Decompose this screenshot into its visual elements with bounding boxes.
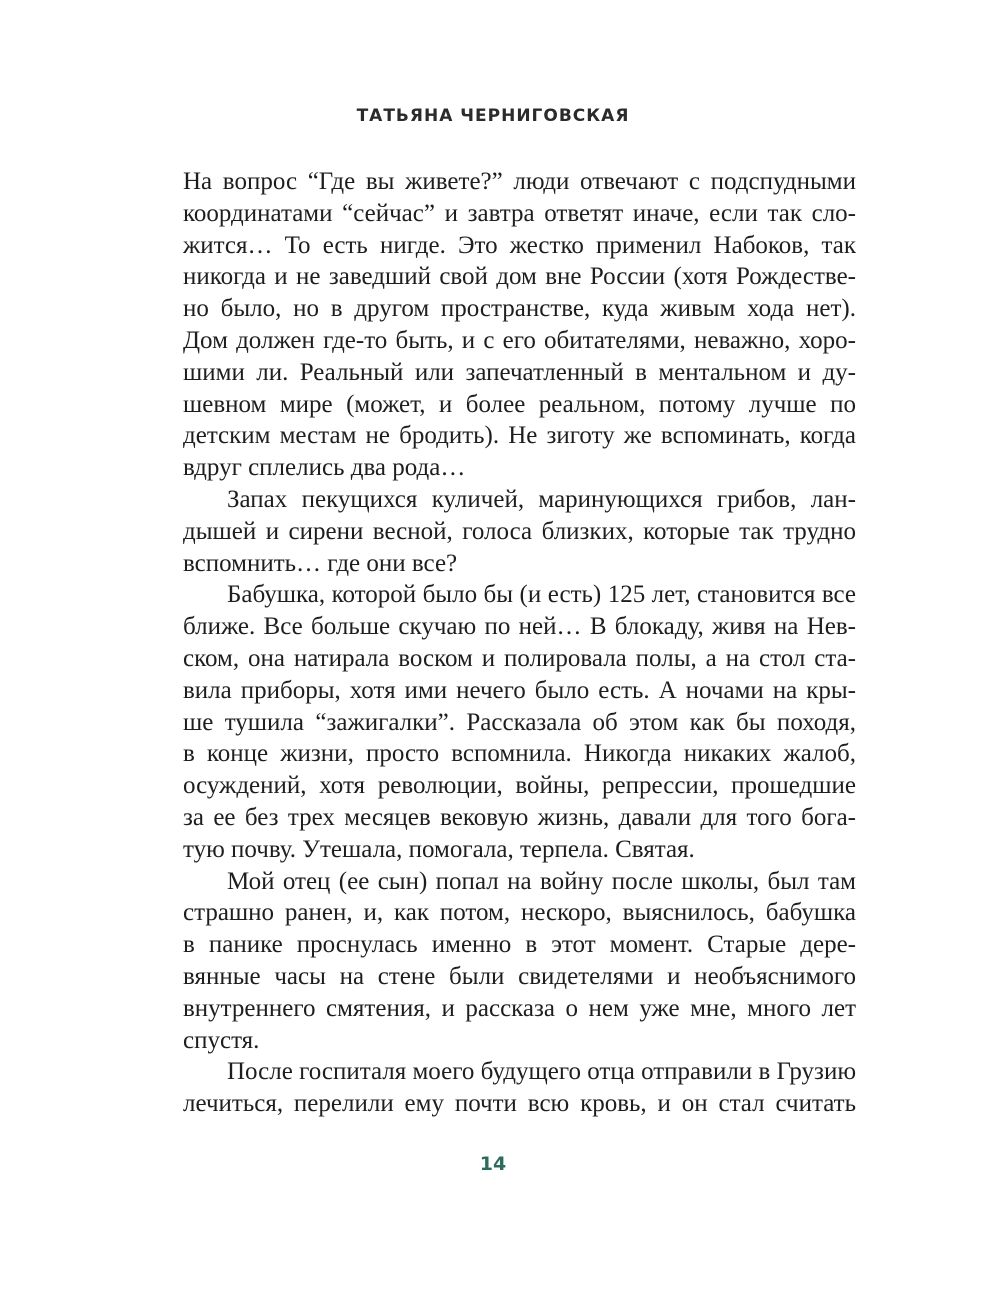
text-line: ближе. Все больше скучаю по ней… В блокаду, живя на Нев- (183, 613, 856, 641)
text-line: но было, но в другом пространстве, куда живым хода нет). (183, 295, 856, 323)
text-line: шими ли. Реальный или запечатленный в ментальном и ду- (183, 358, 856, 386)
text-line: дышей и сирени весной, голоса близких, которые так трудно (183, 517, 856, 545)
text-line: лечиться, перелили ему почти всю кровь, и он стал считать (183, 1090, 856, 1118)
body-text (183, 166, 856, 1120)
text-line: ском, она натирала воском и полировала полы, а на стол ста- (183, 644, 856, 672)
text-line: вспомнить… где они все? (183, 549, 458, 577)
text-line: спустя. (183, 1026, 260, 1054)
text-line: ше тушила “зажигалки”. Рассказала об этом как бы походя, (183, 708, 856, 736)
text-line: детским местам не бродить). Не зиготу же вспоминать, когда (183, 422, 856, 450)
text-line: Запах пекущихся куличей, маринующихся грибов, лан- (227, 485, 856, 513)
text-line: Мой отец (ее сын) попал на войну после школы, был там (227, 867, 856, 895)
text-line: жится… То есть нигде. Это жестко применил Набоков, так (183, 231, 856, 259)
text-line: вянные часы на стене были свидетелями и необъяснимого (183, 962, 856, 990)
text-line: вдруг сплелись два рода… (183, 454, 466, 482)
text-line: в конце жизни, просто вспомнила. Никогда никаких жалоб, (183, 740, 856, 768)
text-line: шевном мире (может, и более реальном, потому лучше по (183, 390, 856, 418)
text-line: внутреннего смятения, и рассказа о нем уже мне, много лет (183, 994, 856, 1022)
text-line: Дом должен где-то быть, и с его обитателями, неважно, хоро- (183, 326, 856, 354)
running-head: ТАТЬЯНА ЧЕРНИГОВСКАЯ (356, 106, 630, 126)
text-line: На вопрос “Где вы живете?” люди отвечают с подспудными (183, 168, 856, 195)
text-line: никогда и не заведший свой дом вне России (хотя Рождестве- (183, 263, 856, 291)
text-line: в панике проснулась именно в этот момент. Старые дере- (183, 931, 856, 959)
text-line: координатами “сейчас” и завтра ответят иначе, если так сло- (183, 199, 856, 227)
text-line: страшно ранен, и, как потом, нескоро, выяснилось, бабушка (183, 899, 856, 927)
text-line: тую почву. Утешала, помогала, терпела. Святая. (183, 835, 695, 863)
page-number: 14 (479, 1153, 507, 1175)
text-line: осуждений, хотя революции, войны, репрессии, прошедшие (183, 772, 856, 800)
text-line: вила приборы, хотя ими нечего было есть. А ночами на кры- (183, 676, 856, 704)
text-line: Бабушка, которой было бы (и есть) 125 лет, становится все (227, 581, 856, 609)
text-line: за ее без трех месяцев вековую жизнь, давали для того бога- (183, 803, 856, 831)
text-line: После госпиталя моего будущего отца отправили в Грузию (227, 1058, 856, 1086)
